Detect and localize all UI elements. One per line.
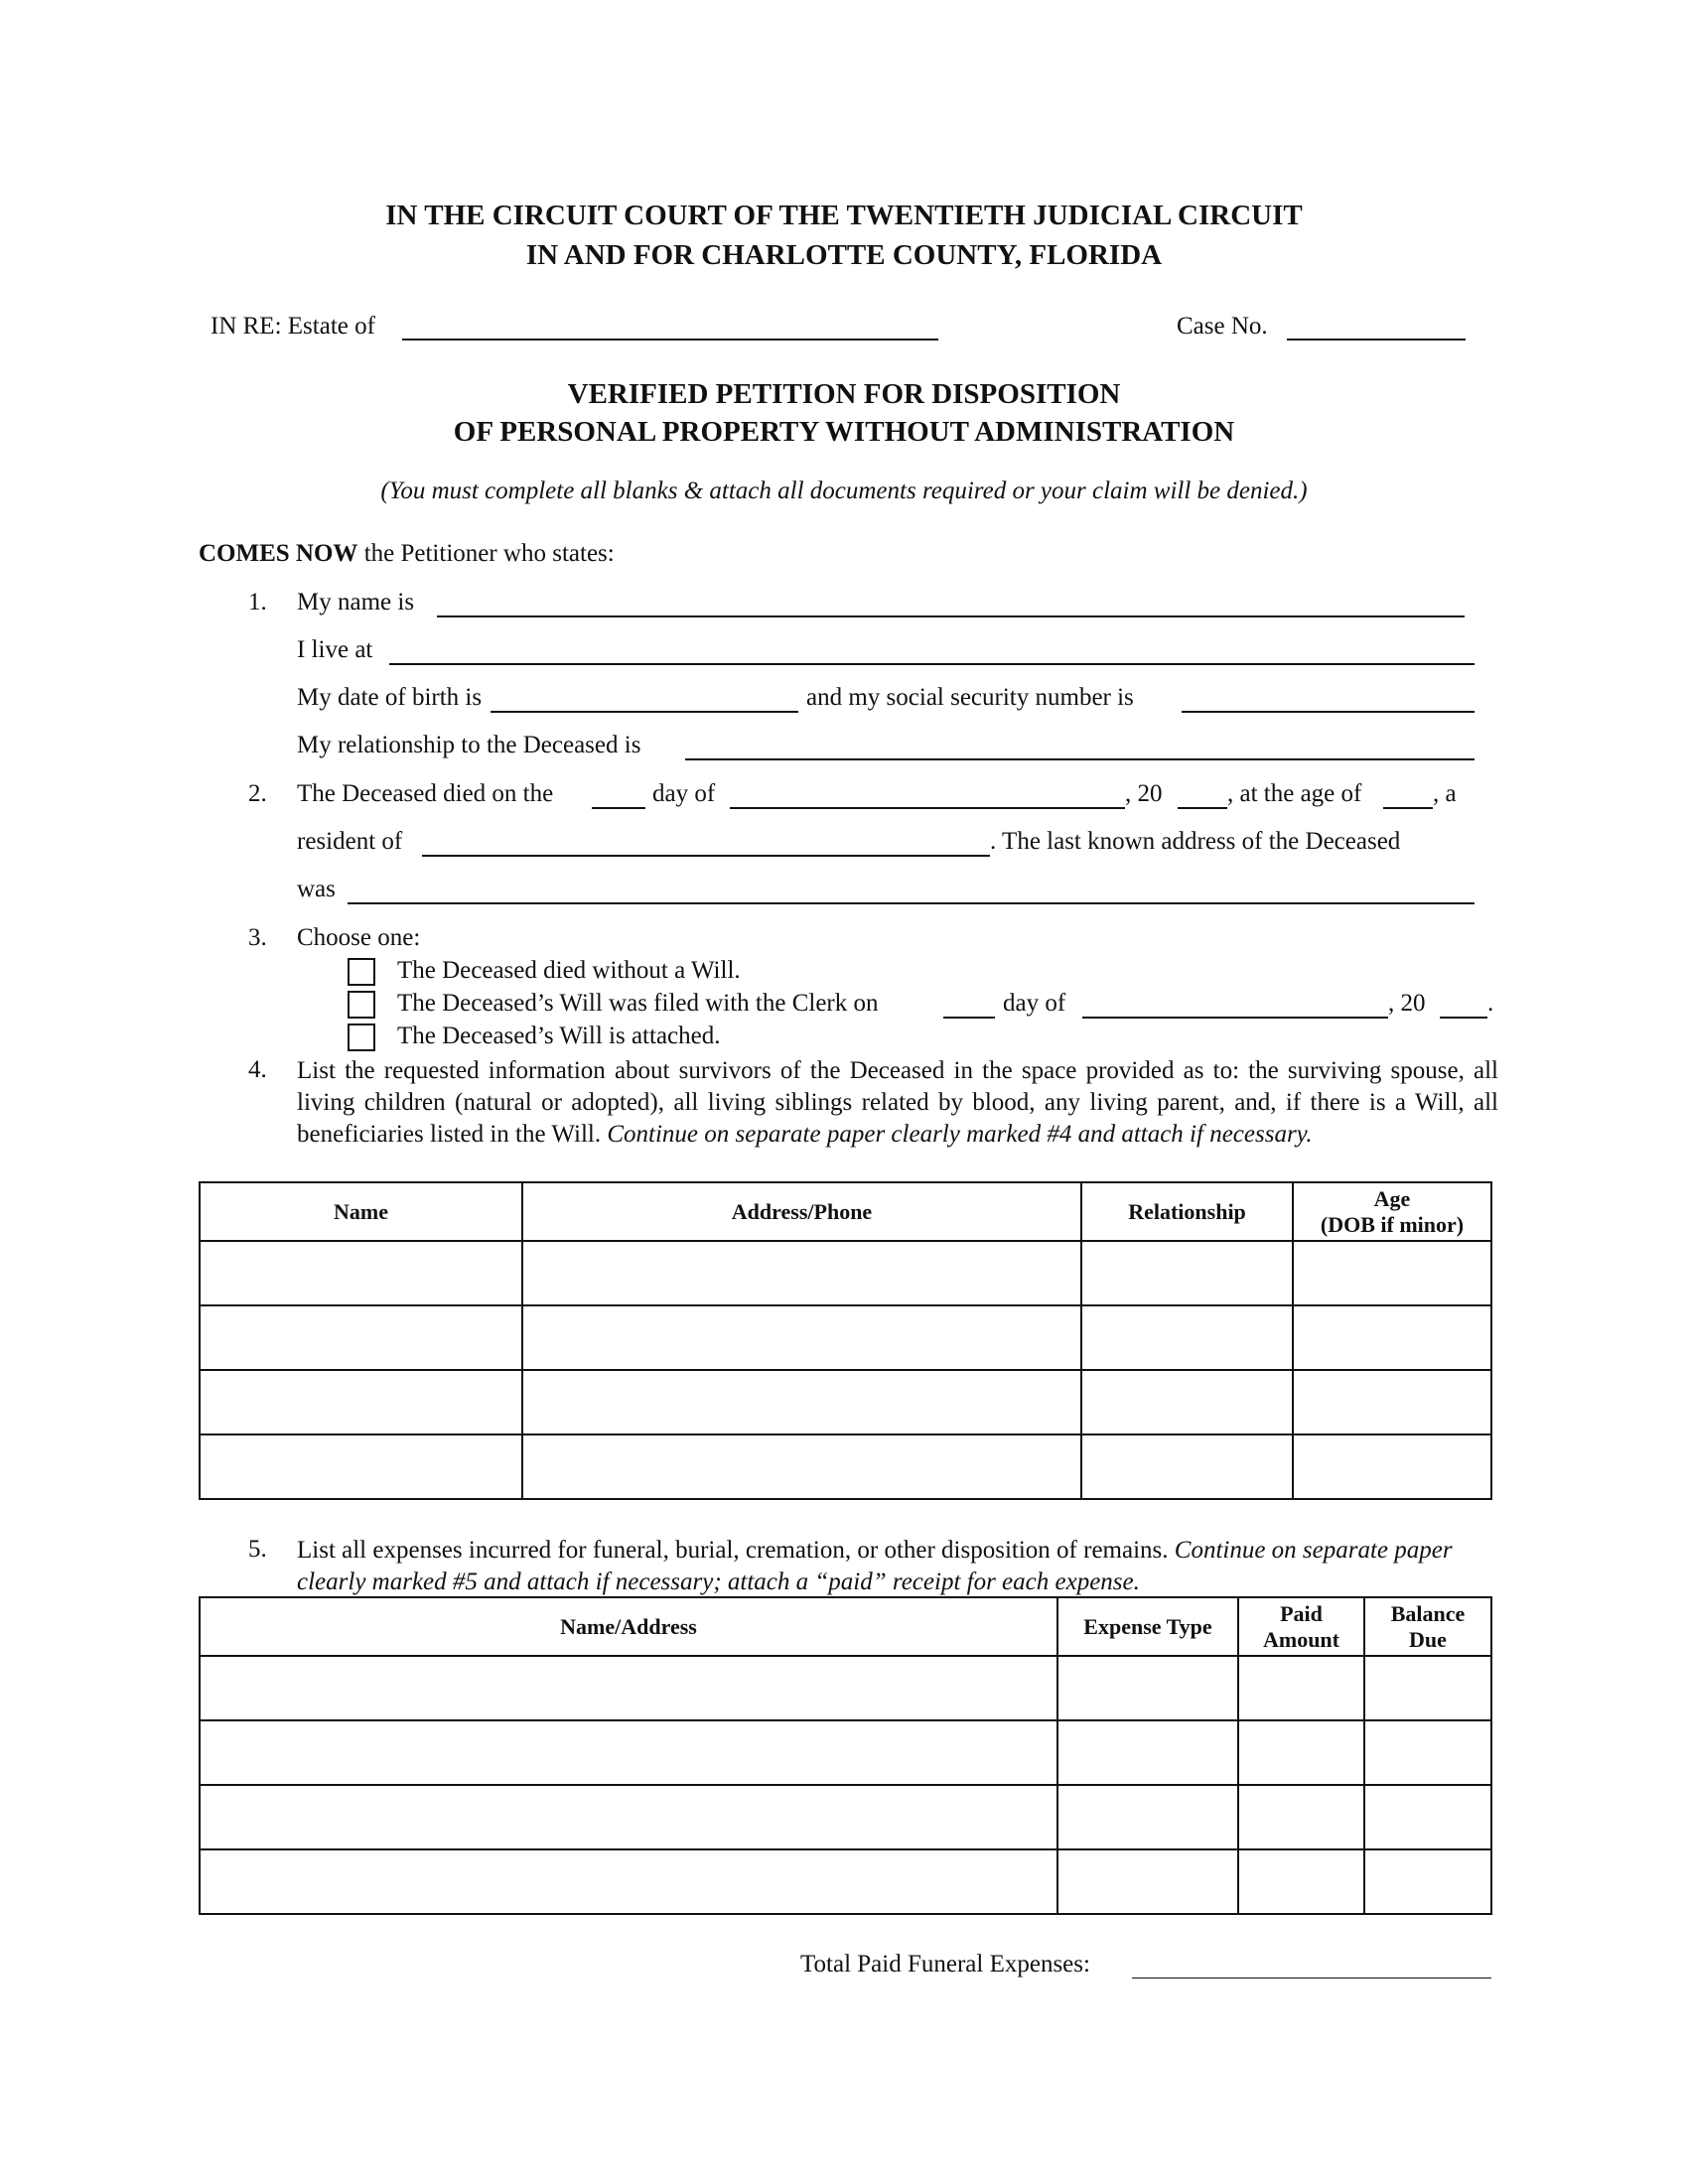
expense-balance-cell[interactable] bbox=[1364, 1849, 1491, 1914]
survivor-age-cell[interactable] bbox=[1293, 1305, 1491, 1370]
age-header-text: Age bbox=[1373, 1185, 1411, 1211]
death-month-field[interactable] bbox=[730, 807, 1125, 809]
expense-paid-cell[interactable] bbox=[1238, 1720, 1364, 1785]
will-filed-checkbox[interactable] bbox=[348, 991, 375, 1019]
choose-one-label: Choose one: bbox=[297, 924, 421, 951]
table-row bbox=[200, 1241, 1491, 1305]
dob-label: My date of birth is bbox=[297, 684, 483, 711]
paid-header-sub: Amount bbox=[1262, 1626, 1339, 1652]
will-filed-day-field[interactable] bbox=[943, 1017, 995, 1019]
survivors-table bbox=[199, 1181, 1492, 1500]
survivor-name-cell[interactable] bbox=[200, 1434, 522, 1499]
expenses-header-name: Name/Address bbox=[200, 1597, 1057, 1656]
year-prefix: , 20 bbox=[1125, 780, 1163, 807]
expense-name-cell[interactable] bbox=[200, 1656, 1057, 1720]
expense-paid-cell[interactable] bbox=[1238, 1849, 1364, 1914]
paid-header-text: Paid bbox=[1280, 1600, 1323, 1626]
item-2-number: 2. bbox=[248, 780, 267, 807]
expense-balance-cell[interactable] bbox=[1364, 1656, 1491, 1720]
balance-header-text: Balance bbox=[1390, 1600, 1466, 1626]
dob-field[interactable] bbox=[491, 711, 798, 713]
table-row bbox=[200, 1305, 1491, 1370]
death-year-field[interactable] bbox=[1178, 807, 1227, 809]
petition-title-line-1: VERIFIED PETITION FOR DISPOSITION bbox=[567, 378, 1121, 410]
expense-type-cell[interactable] bbox=[1057, 1720, 1238, 1785]
expense-name-cell[interactable] bbox=[200, 1849, 1057, 1914]
estate-name-field[interactable] bbox=[402, 339, 938, 341]
a-label: , a bbox=[1433, 780, 1457, 807]
intro-rest: the Petitioner who states: bbox=[357, 540, 615, 567]
table-row bbox=[200, 1849, 1491, 1914]
balance-header-sub: Due bbox=[1409, 1626, 1447, 1652]
item-4-text bbox=[297, 1055, 1498, 1151]
table-row bbox=[200, 1656, 1491, 1720]
expenses-header-row bbox=[200, 1597, 1491, 1656]
total-paid-field[interactable] bbox=[1132, 1978, 1491, 1979]
expenses-header-balance bbox=[1364, 1597, 1491, 1656]
survivor-age-cell[interactable] bbox=[1293, 1370, 1491, 1434]
item-1-number: 1. bbox=[248, 589, 267, 615]
survivors-header-age bbox=[1293, 1182, 1491, 1241]
relationship-field[interactable] bbox=[685, 758, 1475, 760]
expense-type-cell[interactable] bbox=[1057, 1849, 1238, 1914]
court-name-line-1: IN THE CIRCUIT COURT OF THE TWENTIETH JUDICIAL CIRCUIT bbox=[385, 200, 1303, 231]
petition-title-line-2: OF PERSONAL PROPERTY WITHOUT ADMINISTRATION bbox=[453, 416, 1235, 448]
will-filed-period: . bbox=[1487, 990, 1494, 1017]
expense-name-cell[interactable] bbox=[200, 1720, 1057, 1785]
total-paid-label: Total Paid Funeral Expenses: bbox=[800, 1951, 1090, 1978]
table-row bbox=[200, 1370, 1491, 1434]
last-address-label: . The last known address of the Deceased bbox=[990, 828, 1401, 855]
survivor-relationship-cell[interactable] bbox=[1081, 1434, 1293, 1499]
will-filed-year-prefix: , 20 bbox=[1388, 990, 1426, 1017]
table-row bbox=[200, 1720, 1491, 1785]
died-on-label: The Deceased died on the bbox=[297, 780, 554, 807]
petitioner-name-field[interactable] bbox=[437, 615, 1465, 617]
survivors-header-address: Address/Phone bbox=[522, 1182, 1081, 1241]
survivor-relationship-cell[interactable] bbox=[1081, 1305, 1293, 1370]
resident-of-label: resident of bbox=[297, 828, 403, 855]
will-filed-year-field[interactable] bbox=[1440, 1017, 1487, 1019]
item-5-text bbox=[297, 1535, 1498, 1598]
court-name-line-2: IN AND FOR CHARLOTTE COUNTY, FLORIDA bbox=[525, 239, 1163, 271]
table-row bbox=[200, 1785, 1491, 1849]
survivor-relationship-cell[interactable] bbox=[1081, 1370, 1293, 1434]
relationship-label: My relationship to the Deceased is bbox=[297, 732, 641, 758]
table-row bbox=[200, 1434, 1491, 1499]
expense-balance-cell[interactable] bbox=[1364, 1785, 1491, 1849]
ssn-label: and my social security number is bbox=[806, 684, 1134, 711]
survivors-header-relationship: Relationship bbox=[1081, 1182, 1293, 1241]
expenses-header-type: Expense Type bbox=[1057, 1597, 1238, 1656]
survivor-name-cell[interactable] bbox=[200, 1241, 522, 1305]
expense-type-cell[interactable] bbox=[1057, 1656, 1238, 1720]
expense-paid-cell[interactable] bbox=[1238, 1785, 1364, 1849]
survivor-address-cell[interactable] bbox=[522, 1305, 1081, 1370]
death-day-field[interactable] bbox=[592, 807, 645, 809]
age-field[interactable] bbox=[1383, 807, 1433, 809]
will-filed-day-of-label: day of bbox=[1003, 990, 1066, 1017]
expense-name-cell[interactable] bbox=[200, 1785, 1057, 1849]
was-label: was bbox=[297, 876, 336, 902]
survivor-relationship-cell[interactable] bbox=[1081, 1241, 1293, 1305]
will-attached-label: The Deceased’s Will is attached. bbox=[397, 1023, 721, 1049]
item-4-italic: Continue on separate paper clearly marked #4 and attach if necessary. bbox=[607, 1121, 1313, 1148]
item-5-body: List all expenses incurred for funeral, burial, cremation, or other disposition of remains. bbox=[297, 1537, 1169, 1564]
item-4-body: List the requested information about survivors of the Deceased in the space provided as to: the surviving spouse, all living children (natural or adopted), all living siblings related by blood, any living parent, and, if there is a Will, all beneficiaries listed in the Will. bbox=[297, 1057, 1498, 1148]
last-address-field[interactable] bbox=[348, 902, 1475, 904]
age-label: , at the age of bbox=[1227, 780, 1362, 807]
survivor-name-cell[interactable] bbox=[200, 1370, 522, 1434]
no-will-label: The Deceased died without a Will. bbox=[397, 957, 741, 984]
expense-balance-cell[interactable] bbox=[1364, 1720, 1491, 1785]
intro-bold: COMES NOW bbox=[199, 540, 358, 567]
expenses-table bbox=[199, 1596, 1492, 1915]
survivor-address-cell[interactable] bbox=[522, 1434, 1081, 1499]
expenses-header-paid bbox=[1238, 1597, 1364, 1656]
item-5-number: 5. bbox=[248, 1536, 267, 1563]
estate-label: IN RE: Estate of bbox=[211, 313, 375, 340]
will-filed-label: The Deceased’s Will was filed with the Clerk on bbox=[397, 990, 879, 1017]
survivors-header-row bbox=[200, 1182, 1491, 1241]
residence-field[interactable] bbox=[422, 855, 990, 857]
day-of-label: day of bbox=[652, 780, 716, 807]
intro-statement bbox=[199, 539, 615, 569]
survivor-address-cell[interactable] bbox=[522, 1370, 1081, 1434]
age-header-sub: (DOB if minor) bbox=[1320, 1211, 1465, 1237]
ssn-field[interactable] bbox=[1182, 711, 1475, 713]
survivor-address-cell[interactable] bbox=[522, 1241, 1081, 1305]
instruction-note: (You must complete all blanks & attach all documents required or your claim will be denied.) bbox=[380, 478, 1308, 504]
address-label: I live at bbox=[297, 636, 373, 663]
survivor-name-cell[interactable] bbox=[200, 1305, 522, 1370]
name-label: My name is bbox=[297, 589, 415, 615]
survivors-header-name: Name bbox=[200, 1182, 522, 1241]
expense-type-cell[interactable] bbox=[1057, 1785, 1238, 1849]
item-5-italic: Continue on separate paper clearly marked #5 and attach if necessary; attach a “paid” receipt for each expense. bbox=[297, 1537, 1453, 1595]
item-3-number: 3. bbox=[248, 924, 267, 951]
case-number-label: Case No. bbox=[1177, 313, 1268, 340]
case-number-field[interactable] bbox=[1287, 339, 1466, 341]
petitioner-address-field[interactable] bbox=[389, 663, 1475, 665]
survivor-age-cell[interactable] bbox=[1293, 1241, 1491, 1305]
will-attached-checkbox[interactable] bbox=[348, 1024, 375, 1051]
expense-paid-cell[interactable] bbox=[1238, 1656, 1364, 1720]
survivor-age-cell[interactable] bbox=[1293, 1434, 1491, 1499]
no-will-checkbox[interactable] bbox=[348, 958, 375, 986]
will-filed-month-field[interactable] bbox=[1082, 1017, 1388, 1019]
item-4-number: 4. bbox=[248, 1056, 267, 1083]
